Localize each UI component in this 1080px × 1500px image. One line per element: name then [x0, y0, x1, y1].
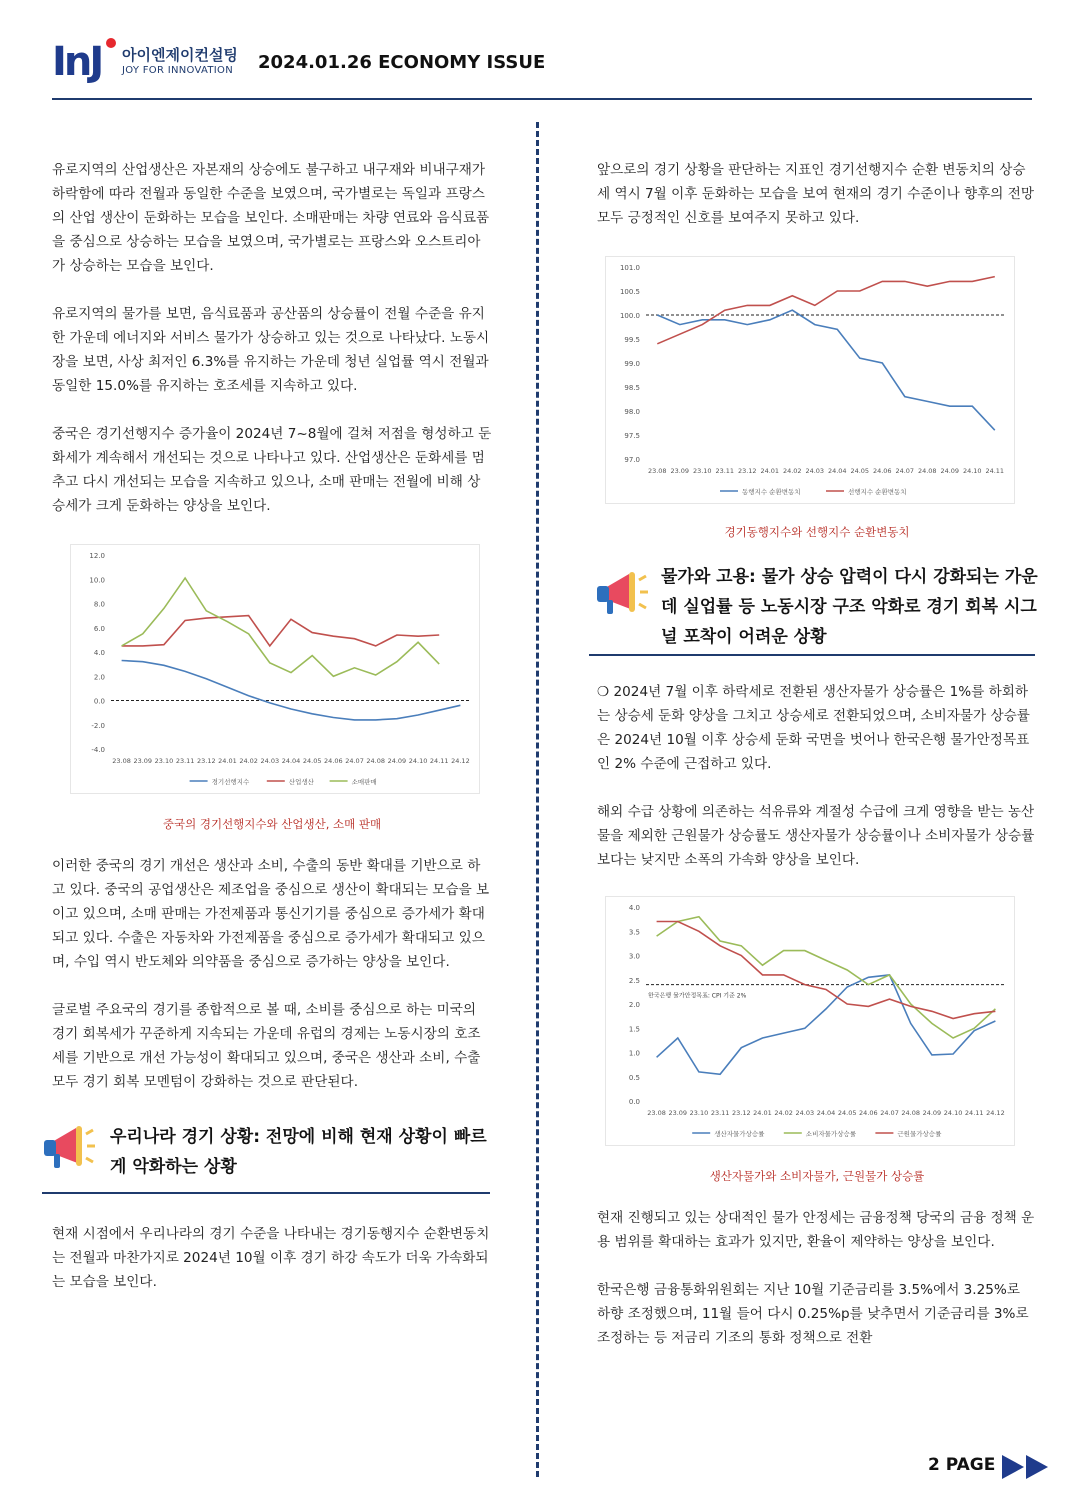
x-tick-label: 24.11 — [964, 1109, 984, 1117]
megaphone-icon — [40, 1120, 98, 1176]
x-tick-label: 24.06 — [324, 757, 343, 765]
y-tick-label: 101.0 — [619, 264, 640, 272]
y-tick-label: 98.5 — [624, 384, 640, 392]
paragraph-core-inflation: 해외 수급 상황에 의존하는 석유류와 계절성 수급에 크게 영향을 받는 농산물을 제외한 근원물가 상승률도 생산자물가 상승률이나 소비자물가 상승률보다는 낮지만 소폭의 가속화 양상을 보인다. — [597, 804, 1035, 868]
x-tick-label: 24.03 — [260, 757, 280, 765]
x-tick-label: 23.11 — [175, 757, 195, 765]
x-tick-label: 24.10 — [943, 1109, 963, 1117]
figure-korea-cycle — [597, 256, 1037, 506]
paragraph-china-leading: 중국은 경기선행지수 증가율이 2024년 7~8월에 걸쳐 저점을 형성하고 둔화세가 계속해서 개선되는 것으로 나타나고 있다. 산업생산은 둔화세를 멈추고 다시 개선되는 모습을 지속하고 있으나, 소매 판매는 전월에 비해 상승세가 크게 둔화하는 양상을 보인다. — [52, 426, 492, 514]
logo-korean-name: 아이엔제이컨설팅 — [122, 46, 238, 64]
paragraph-eurozone-production: 유로지역의 산업생산은 자본재의 상승에도 불구하고 내구재와 비내구재가 하락함에 따라 전월과 동일한 수준을 보였으며, 국가별로는 독일과 프랑스의 산업 생산이 둔화하는 모습을 보인다. 소매판매는 차량 연료와 음식료품을 중심으로 상승하는 모습을 보였으며, 국가별로는 프랑스와 오스트리아가 상승하는 모습을 보인다. — [52, 162, 490, 274]
x-tick-label: 23.12 — [731, 1109, 751, 1117]
series-line-1 — [657, 917, 996, 1038]
x-tick-label: 24.02 — [782, 467, 802, 475]
y-tick-label: 6.0 — [93, 624, 105, 633]
x-tick-label: 24.07 — [895, 467, 915, 475]
x-tick-label: 24.06 — [859, 1109, 878, 1117]
x-tick-label: 23.08 — [647, 467, 667, 475]
x-tick-label: 24.01 — [753, 1109, 772, 1117]
paragraph-korea-leading: 앞으로의 경기 상황을 판단하는 지표인 경기선행지수 순환 변동치의 상승세 역시 7월 이후 둔화하는 모습을 보여 현재의 경기 수준이나 향후의 전망 모두 긍정적인 신호를 보여주지 못하고 있다. — [597, 162, 1034, 226]
y-tick-label: 1.0 — [628, 1049, 640, 1058]
y-tick-label: 1.5 — [628, 1025, 640, 1034]
y-tick-label: 97.5 — [624, 432, 640, 440]
x-tick-label: 24.10 — [408, 757, 428, 765]
y-tick-label: 0.0 — [93, 697, 105, 706]
x-tick-label: 23.11 — [710, 1109, 730, 1117]
x-tick-label: 24.03 — [805, 467, 825, 475]
x-tick-label: 24.02 — [239, 757, 258, 765]
x-tick-label: 24.09 — [387, 757, 407, 765]
column-divider — [536, 122, 539, 1477]
x-tick-label: 23.09 — [133, 757, 153, 765]
series-line-0 — [122, 661, 461, 720]
series-line-2 — [657, 922, 996, 1019]
y-tick-label: 4.0 — [93, 649, 105, 657]
figure-caption-korea-cycle: 경기동행지수와 선행지수 순환변동치 — [724, 525, 910, 539]
x-tick-label: 23.12 — [196, 757, 216, 765]
figure-caption-inflation: 생산자물가와 소비자물가, 근원물가 상승률 — [709, 1169, 925, 1183]
y-tick-label: 12.0 — [89, 552, 105, 560]
double-chevron-right-icon — [1002, 1454, 1052, 1480]
series-line-2 — [122, 578, 440, 676]
legend-label: 동행지수 순환변동치 — [742, 488, 801, 496]
y-tick-label: 10.0 — [89, 576, 105, 585]
section-rule-korea — [42, 1192, 490, 1194]
legend-label: 생산자물가상승률 — [714, 1130, 765, 1138]
reference-line-label: 한국은행 물가안정목표: CPI 기준 2% — [648, 992, 747, 1000]
section-title-prices: 물가와 고용: 물가 상승 압력이 다시 강화되는 가운데 실업률 등 노동시장 구조 악화로 경기 회복 시그널 포착이 어려운 상황 — [661, 567, 1038, 647]
y-tick-label: 0.5 — [628, 1073, 640, 1082]
x-tick-label: 24.08 — [901, 1109, 921, 1117]
y-tick-label: 8.0 — [93, 600, 105, 609]
y-tick-label: 2.0 — [628, 1001, 640, 1009]
y-tick-label: 2.0 — [93, 673, 105, 682]
chart-china — [70, 544, 480, 794]
logo-dot — [106, 38, 116, 48]
chart-korea-cycle — [605, 256, 1015, 504]
figure-caption-china: 중국의 경기선행지수와 산업생산, 소매 판매 — [162, 817, 382, 831]
paragraph-producer-consumer-prices: ❍ 2024년 7월 이후 하락세로 전환된 생산자물가 상승률은 1%를 하회하는 상승세 둔화 양상을 그치고 상승세로 전환되었으며, 소비자물가 상승률은 2024년 10월 이후 상승세 둔화 국면을 벗어나 한국은행 물가안정목표인 2% 수준에 근접하고 있다. — [597, 684, 1030, 772]
section-rule-prices — [589, 654, 1035, 656]
legend-label: 경기선행지수 — [211, 778, 250, 786]
logo-mark: InJ — [52, 39, 102, 85]
megaphone-icon — [593, 566, 651, 622]
x-tick-label: 24.08 — [366, 757, 386, 765]
x-tick-label: 23.08 — [647, 1109, 666, 1117]
legend-label: 선행지수 순환변동치 — [848, 488, 907, 496]
x-tick-label: 24.09 — [940, 467, 960, 475]
paragraph-china-improvement: 이러한 중국의 경기 개선은 생산과 소비, 수출의 동반 확대를 기반으로 하고 있다. 중국의 공업생산은 제조업을 중심으로 생산이 확대되는 모습을 보이고 있으며, 소매 판매는 가전제품과 통신기기를 중심으로 증가세가 확대되고 있다. 수출은 자동차와 가전제품을 중심으로 증가세가 확대되고 있으며, 수입 역시 반도체와 의약품을 중심으로 증가하는 양상을 보인다. — [52, 858, 490, 970]
paragraph-eurozone-prices: 유로지역의 물가를 보면, 음식료품과 공산품의 상승률이 전월 수준을 유지한 가운데 에너지와 서비스 물가가 상승하고 있는 것으로 나타났다. 노동시장을 보면, 사상 최저인 6.3%를 유지하는 가운데 청년 실업률 역시 전월과 동일한 15.0%를 유지하는 호조세를 지속하고 있다. — [52, 306, 490, 394]
series-line-0 — [657, 310, 995, 430]
legend-label: 산업생산 — [288, 778, 314, 786]
legend-label: 소비자물가상승률 — [805, 1130, 857, 1138]
y-tick-label: 99.5 — [624, 336, 640, 344]
y-tick-label: 3.0 — [628, 952, 640, 961]
x-tick-label: 24.08 — [917, 467, 937, 475]
x-tick-label: 24.04 — [816, 1109, 836, 1117]
figure-inflation — [597, 896, 1037, 1146]
figure-china — [52, 544, 492, 794]
y-tick-label: 98.0 — [624, 408, 640, 416]
x-tick-label: 24.10 — [962, 467, 982, 475]
logo-tagline: JOY FOR INNOVATION — [122, 65, 233, 76]
y-tick-label: 99.0 — [624, 360, 640, 368]
series-line-1 — [122, 616, 440, 646]
issue-title: 2024.01.26 ECONOMY ISSUE — [258, 52, 546, 73]
x-tick-label: 24.12 — [986, 1109, 1005, 1117]
page-number: 2 PAGE — [928, 1455, 996, 1475]
page-header — [52, 38, 1032, 100]
series-line-1 — [657, 277, 995, 344]
x-tick-label: 24.05 — [837, 1109, 857, 1117]
x-tick-label: 23.10 — [692, 467, 712, 475]
x-tick-label: 24.05 — [302, 757, 322, 765]
section-title-korea: 우리나라 경기 상황: 전망에 비해 현재 상황이 빠르게 악화하는 상황 — [110, 1127, 487, 1177]
x-tick-label: 24.09 — [922, 1109, 942, 1117]
paragraph-global-summary: 글로벌 주요국의 경기를 종합적으로 볼 때, 소비를 중심으로 하는 미국의 경기 회복세가 꾸준하게 지속되는 가운데 유럽의 경제는 노동시장의 호조세를 기반으로 개선 가능성이 확대되고 있으며, 중국은 생산과 소비, 수출 모두 경기 회복 모멘텀이 강화하는 것으로 판단된다. — [52, 1002, 481, 1090]
y-tick-label: 0.0 — [628, 1098, 640, 1106]
x-tick-label: 24.06 — [872, 467, 892, 475]
x-tick-label: 24.01 — [760, 467, 780, 475]
y-tick-label: 100.0 — [619, 312, 640, 320]
x-tick-label: 24.11 — [429, 757, 449, 765]
y-tick-label: 97.0 — [624, 456, 640, 464]
paragraph-base-rate: 한국은행 금융통화위원회는 지난 10월 기준금리를 3.5%에서 3.25%로 하향 조정했으며, 11월 들어 다시 0.25%p를 낮추면서 기준금리를 3%로 조정하는 등 저금리 기조의 통화 정책으로 전환 — [597, 1282, 1029, 1346]
x-tick-label: 23.10 — [154, 757, 174, 765]
y-tick-label: 100.5 — [619, 288, 640, 296]
x-tick-label: 24.11 — [985, 467, 1005, 475]
y-tick-label: -2.0 — [91, 721, 105, 730]
x-tick-label: 23.11 — [715, 467, 735, 475]
x-tick-label: 24.07 — [880, 1109, 899, 1117]
chart-inflation — [605, 896, 1015, 1146]
x-tick-label: 24.03 — [795, 1109, 815, 1117]
paragraph-price-stability: 현재 진행되고 있는 상대적인 물가 안정세는 금융정책 당국의 금융 정책 운용 범위를 확대하는 효과가 있지만, 환율이 제약하는 양상을 보인다. — [597, 1210, 1035, 1250]
x-tick-label: 24.05 — [850, 467, 870, 475]
x-tick-label: 23.09 — [668, 1109, 688, 1117]
section-heading-korea — [52, 1120, 492, 1192]
left-column — [52, 158, 492, 1294]
right-column — [597, 158, 1037, 1350]
paragraph-korea-coincident: 현재 시점에서 우리나라의 경기 수준을 나타내는 경기동행지수 순환변동치는 전월과 마찬가지로 2024년 10월 이후 경기 하강 속도가 더욱 가속화되는 모습을 보인다. — [52, 1226, 490, 1290]
y-tick-label: 4.0 — [628, 904, 640, 912]
x-tick-label: 23.12 — [737, 467, 757, 475]
x-tick-label: 24.02 — [774, 1109, 793, 1117]
legend-label: 근원물가상승률 — [897, 1130, 942, 1138]
y-tick-label: 2.5 — [628, 976, 640, 985]
section-heading-prices — [597, 564, 1037, 654]
x-tick-label: 24.01 — [218, 757, 237, 765]
x-tick-label: 23.10 — [689, 1109, 709, 1117]
x-tick-label: 24.04 — [827, 467, 847, 475]
y-tick-label: -4.0 — [91, 746, 105, 754]
x-tick-label: 24.12 — [451, 757, 470, 765]
x-tick-label: 23.09 — [670, 467, 690, 475]
x-tick-label: 24.07 — [345, 757, 364, 765]
y-tick-label: 3.5 — [628, 928, 640, 937]
x-tick-label: 23.08 — [112, 757, 131, 765]
x-tick-label: 24.04 — [281, 757, 301, 765]
legend-label: 소매판매 — [351, 778, 377, 786]
